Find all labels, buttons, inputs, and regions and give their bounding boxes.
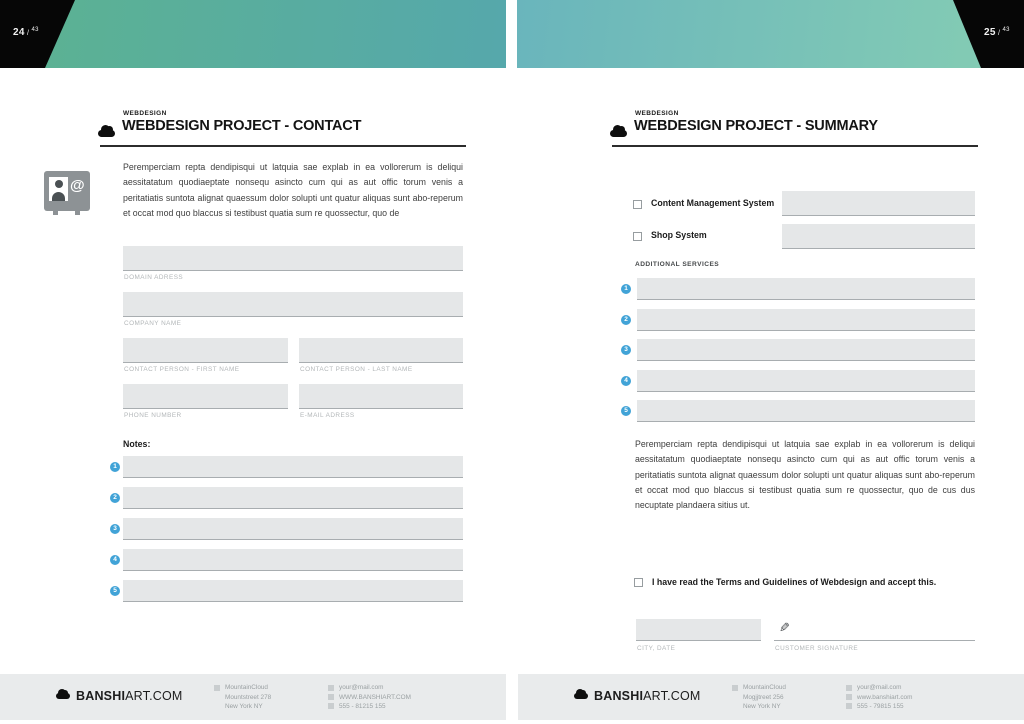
note-row-1[interactable]: [123, 456, 463, 478]
page-total: 43: [31, 27, 39, 33]
page-number-value: 24: [13, 27, 25, 38]
service-number-badge: 4: [621, 376, 631, 386]
company-name-label: COMPANY NAME: [124, 320, 182, 327]
service-row-2[interactable]: [637, 309, 975, 331]
company-name-input[interactable]: [123, 292, 463, 317]
footer-right: [518, 674, 1024, 720]
address-icon: [214, 685, 220, 691]
note-row-2[interactable]: [123, 487, 463, 509]
service-number-badge: 3: [621, 345, 631, 355]
last-name-input[interactable]: [299, 338, 463, 363]
note-row-3[interactable]: [123, 518, 463, 540]
cloud-icon: [610, 130, 627, 137]
footer-left: [0, 674, 506, 720]
terms-checkbox[interactable]: [634, 578, 643, 587]
last-name-label: CONTACT PERSON - LAST NAME: [300, 366, 413, 373]
page-title: WEBDESIGN PROJECT - SUMMARY: [634, 118, 878, 134]
note-number-badge: 5: [110, 586, 120, 596]
cms-input[interactable]: [782, 191, 975, 216]
contact-card-icon: @: [44, 171, 90, 211]
first-name-label: CONTACT PERSON - FIRST NAME: [124, 366, 240, 373]
first-name-input[interactable]: [123, 338, 288, 363]
additional-services-label: ADDITIONAL SERVICES: [635, 261, 720, 268]
note-row-4[interactable]: [123, 549, 463, 571]
shop-system-label: Shop System: [651, 230, 707, 240]
phone-number-input[interactable]: [123, 384, 288, 409]
section-eyebrow: WEBDESIGN: [635, 110, 679, 117]
page-number-right: 25 / $^{43}$: [984, 27, 1010, 38]
city-date-input[interactable]: [636, 619, 761, 641]
web-icon: [846, 694, 852, 700]
footer-contacts: your@mail.com WWW.BANSHIART.COM 555 - 81215 155: [328, 683, 411, 711]
email-label: E-MAIL ADRESS: [300, 412, 355, 419]
city-date-label: CITY, DATE: [637, 645, 676, 652]
email-input[interactable]: [299, 384, 463, 409]
brand-logo: [56, 689, 183, 703]
phone-icon: [328, 703, 334, 709]
cloud-icon: [98, 130, 115, 137]
address-icon: [732, 685, 738, 691]
section-eyebrow: WEBDESIGN: [123, 110, 167, 117]
page-number-value: 25: [984, 27, 996, 38]
title-rule: [100, 145, 466, 147]
cloud-icon: [574, 693, 588, 699]
summary-paragraph: Peremperciam repta dendipisqui ut latquia sae explab in ea vollorerum is deliqui aessitatatum quodiaeptate nonsequ asincto cum qui as aut offic torum venis a peritatiatis suntota alignat quaessum dolor solupti unt quatur aliquas sunt abo-reperum et occat mod quo blaccus si testibust quatia sum re quossectur, quo de cus dus necuptate plandaera sitius ut.: [635, 439, 975, 511]
phone-number-label: PHONE NUMBER: [124, 412, 182, 419]
service-number-badge: 5: [621, 406, 631, 416]
mail-icon: [846, 685, 852, 691]
note-number-badge: 1: [110, 462, 120, 472]
brand-text: BANSHIART.COM: [76, 689, 183, 703]
title-rule: [612, 145, 978, 147]
page-summary: [512, 0, 1024, 724]
note-number-badge: 2: [110, 493, 120, 503]
signature-label: CUSTOMER SIGNATURE: [775, 645, 859, 652]
footer-address: MountainCloud Mogjjtreet 256 New York NY: [732, 683, 786, 711]
service-row-1[interactable]: [637, 278, 975, 300]
phone-icon: [846, 703, 852, 709]
intro-paragraph: Peremperciam repta dendipisqui ut latquia sae explab in ea vollorerum is deliqui aessitatatum quodiaeptate nonsequ asincto cum qui as aut offic torum venis a peritatiatis suntota alignat quaessum dolor solupti unt quatur aliquas sunt abo-reperum et occat mod quo blaccus si testibust quatia sum re quossectur, quo de: [123, 162, 463, 218]
note-number-badge: 4: [110, 555, 120, 565]
page-total: 43: [1002, 27, 1010, 33]
service-row-4[interactable]: [637, 370, 975, 392]
notes-label: Notes:: [123, 439, 151, 449]
brand-logo: [574, 689, 701, 703]
footer-address: MountainCloud Mountstreet 278 New York NY: [214, 683, 271, 711]
cms-checkbox[interactable]: [633, 200, 642, 209]
service-number-badge: 2: [621, 315, 631, 325]
note-number-badge: 3: [110, 524, 120, 534]
service-row-5[interactable]: [637, 400, 975, 422]
signature-field[interactable]: [774, 619, 975, 641]
service-number-badge: 1: [621, 284, 631, 294]
note-row-5[interactable]: [123, 580, 463, 602]
pen-icon: ✎: [779, 621, 790, 636]
footer-contacts: your@mail.com www.banshiart.com 555 - 79815 155: [846, 683, 912, 711]
cloud-icon: [56, 693, 70, 699]
domain-address-input[interactable]: [123, 246, 463, 271]
brand-text: BANSHIART.COM: [594, 689, 701, 703]
shop-system-checkbox[interactable]: [633, 232, 642, 241]
shop-system-input[interactable]: [782, 224, 975, 249]
domain-address-label: DOMAIN ADRESS: [124, 274, 184, 281]
page-title: WEBDESIGN PROJECT - CONTACT: [122, 118, 362, 134]
cms-label: Content Management System: [651, 198, 775, 208]
mail-icon: [328, 685, 334, 691]
terms-label: I have read the Terms and Guidelines of Webdesign and accept this.: [652, 577, 937, 587]
service-row-3[interactable]: [637, 339, 975, 361]
web-icon: [328, 694, 334, 700]
page-number-left: 24 / $^{43}$: [13, 27, 39, 38]
